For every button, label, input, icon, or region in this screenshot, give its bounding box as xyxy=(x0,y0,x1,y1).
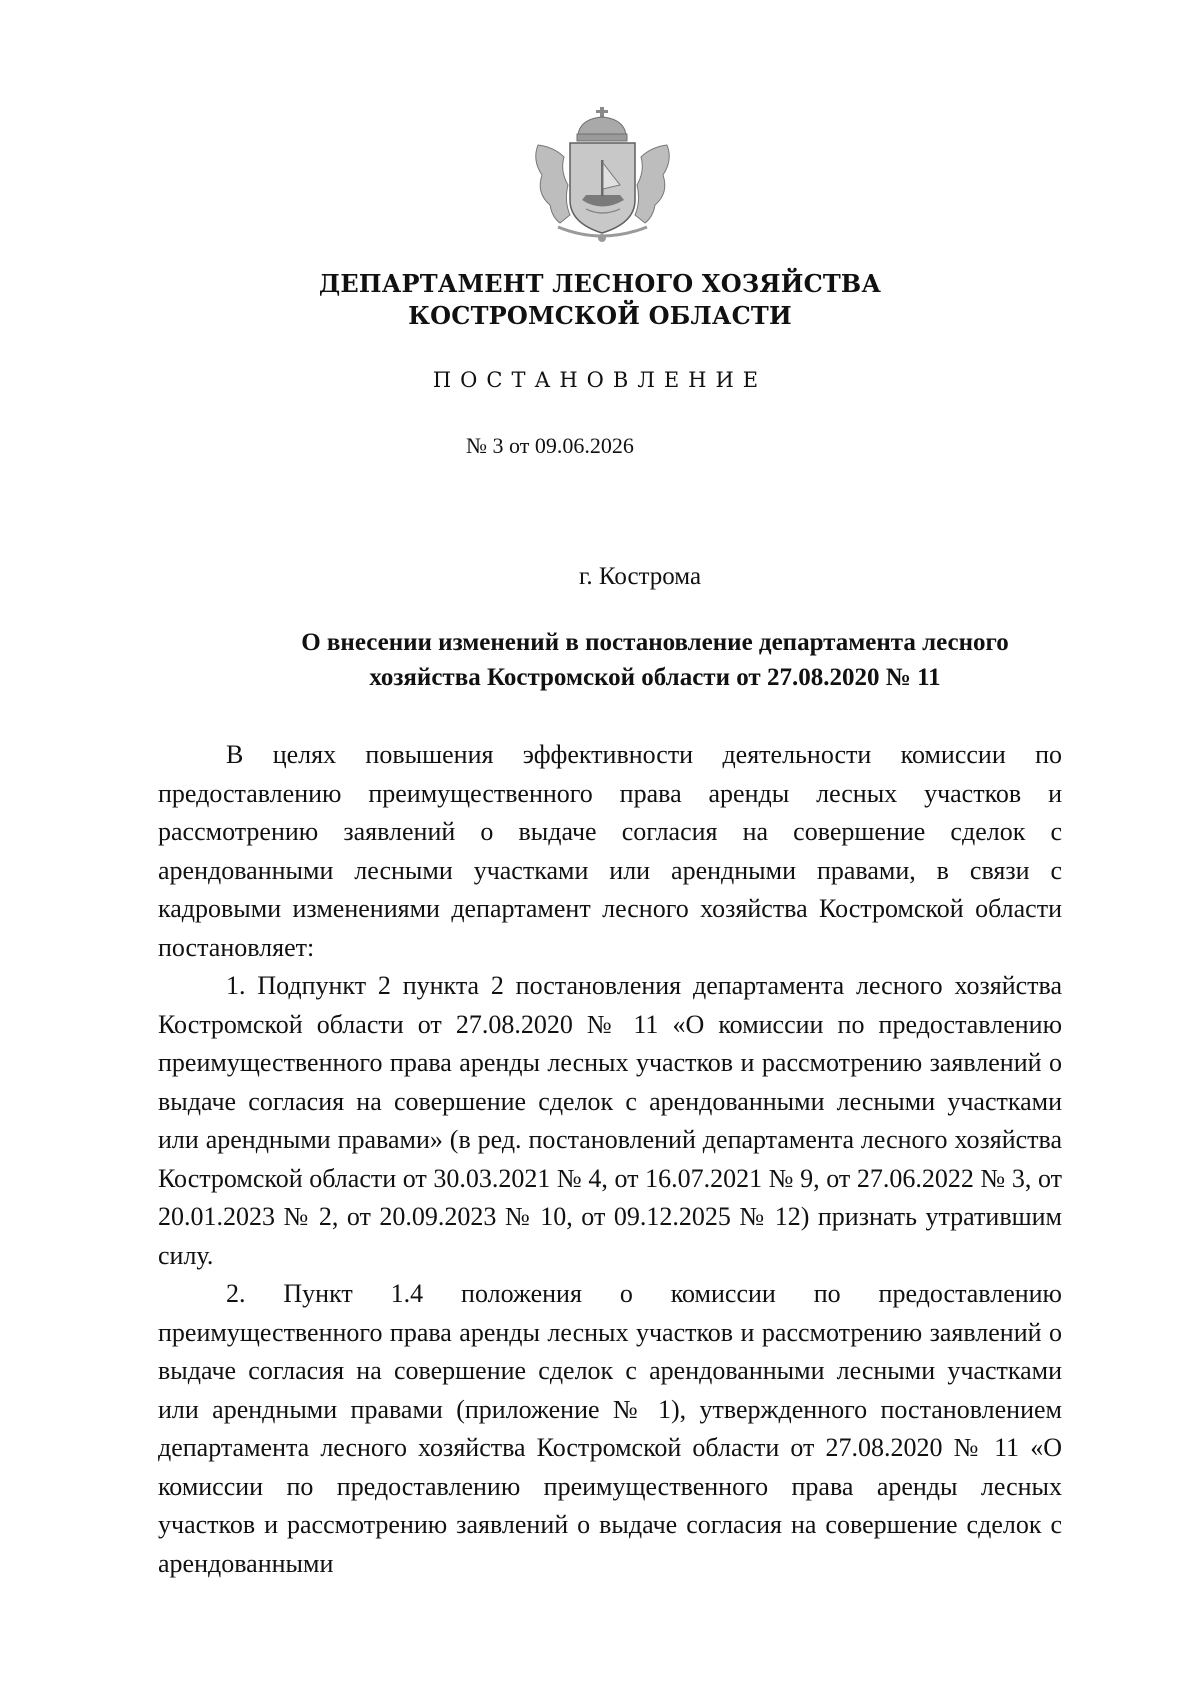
department-name-line2: КОСТРОМСКОЙ ОБЛАСТИ xyxy=(408,301,792,330)
document-title xyxy=(230,625,1080,695)
coat-of-arms-icon xyxy=(530,105,675,245)
body-paragraph-1: В целях повышения эффективности деятельности комиссии по предоставлению преимущественного права аренды лесных участков и рассмотрению заявлений о выдаче согласия на совершение сделок с арендованными лесными участками или арендными правами, в связи с кадровыми изменениями департамент лесного хозяйства Костромской области постановляет: xyxy=(158,740,1062,962)
document-type: ПОСТАНОВЛЕНИЕ xyxy=(432,368,768,392)
document-title-line1: О внесении изменений в постановление департамента лесного xyxy=(301,629,1009,656)
department-heading xyxy=(0,268,1200,332)
document-body xyxy=(158,736,1062,1583)
document-title-line2: хозяйства Костромской области от 27.08.2020 № 11 xyxy=(369,664,941,691)
department-name-line1: ДЕПАРТАМЕНТ ЛЕСНОГО ХОЗЯЙСТВА xyxy=(318,269,882,298)
body-paragraph-3: 2. Пункт 1.4 положения о комиссии по предоставлению преимущественного права аренды лесных участков и рассмотрению заявлений о выдаче согласия на совершение сделок с арендованными лесными участками или арендными правами (приложение № 1), утвержденного постановлением департамента лесного хозяйства Костромской области от 27.08.2020 № 11 «О комиссии по предоставлению преимущественного права аренды лесных участков и рассмотрению заявлений о выдаче согласия на совершение сделок с арендованными xyxy=(158,1279,1062,1578)
document-city: г. Кострома xyxy=(578,563,702,590)
body-paragraph-2: 1. Подпункт 2 пункта 2 постановления департамента лесного хозяйства Костромской области от 27.08.2020 № 11 «О комиссии по предоставлению преимущественного права аренды лесных участков и рассмотрению заявлений о выдаче согласия на совершение сделок с арендованными лесными участками или арендными правами» (в ред. постановлений департамента лесного хозяйства Костромской области от 30.03.2021 № 4, от 16.07.2021 № 9, от 27.06.2022 № 3, от 20.01.2023 № 2, от 20.09.2023 № 10, от 09.12.2025 № 12) признать утратившим силу. xyxy=(158,971,1062,1270)
document-number: № 3 от 09.06.2026 xyxy=(466,433,634,458)
